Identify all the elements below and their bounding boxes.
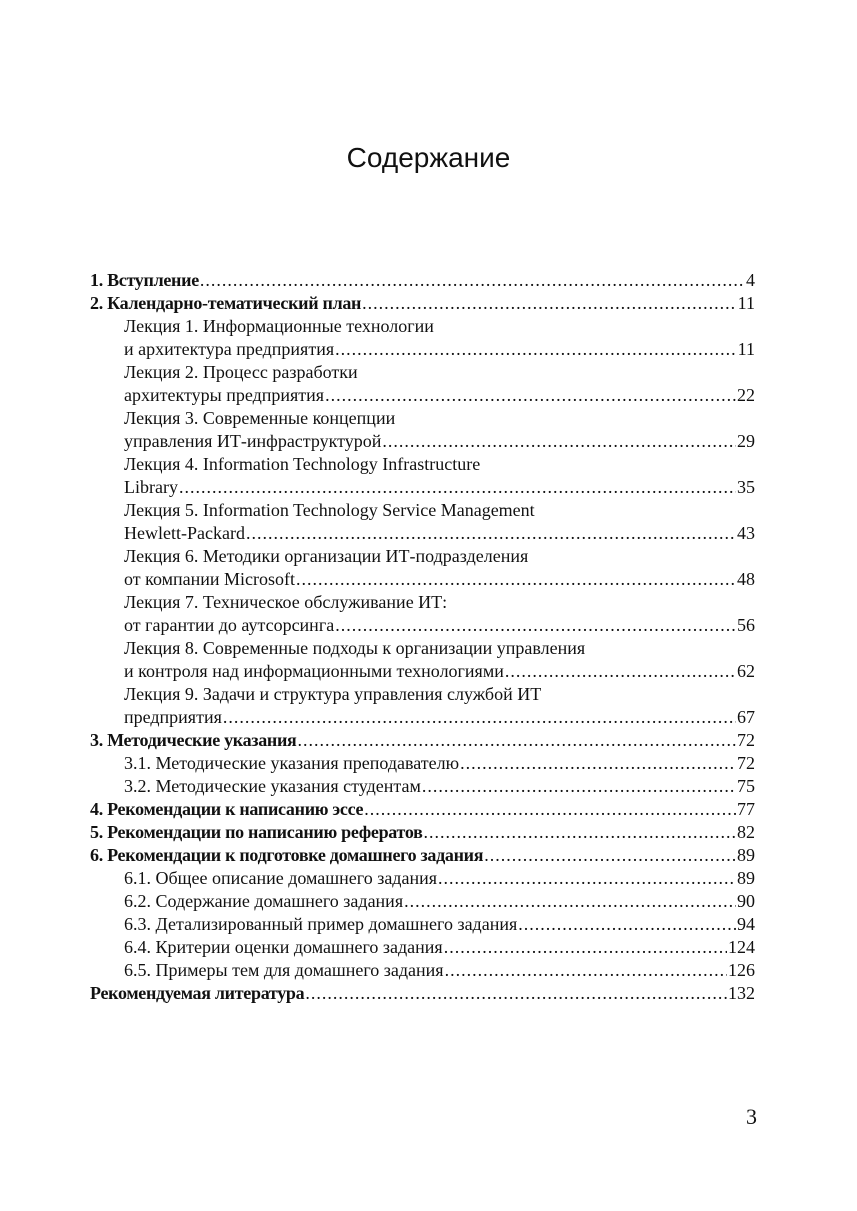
toc-page-number: 67 [737, 707, 755, 727]
toc-page-number: 35 [737, 477, 755, 497]
toc-page-number: 75 [737, 776, 755, 796]
toc-dot-leader [362, 292, 737, 315]
toc-dot-leader [460, 752, 736, 775]
toc-page-number: 77 [737, 799, 755, 819]
toc-dot-leader [422, 775, 736, 798]
toc-entry-text: от компании Microsoft [124, 569, 296, 589]
toc-section[interactable] [90, 982, 755, 1005]
toc-entry-text: и контроля над информационными технологиями [124, 661, 504, 681]
toc-subentry[interactable] [90, 890, 755, 913]
toc-page-number: 56 [737, 615, 755, 635]
toc-page-number: 22 [737, 385, 755, 405]
toc-subentry[interactable] [90, 614, 755, 637]
toc-entry-text: от гарантии до аутсорсинга [124, 615, 335, 635]
toc-dot-leader [382, 430, 736, 453]
toc-entry-text: 6. Рекомендации к подготовке домашнего задания [90, 845, 484, 865]
toc-entry-text: 4. Рекомендации к написанию эссе [90, 799, 364, 819]
toc-entry-text: 6.1. Общее описание домашнего задания [124, 868, 437, 888]
toc-subentry[interactable] [90, 338, 755, 361]
toc-subentry[interactable] [90, 706, 755, 729]
toc-page-number: 124 [728, 937, 755, 957]
toc-page-number: 43 [737, 523, 755, 543]
toc-page-number: 11 [737, 339, 755, 359]
toc-entry-text: 6.2. Содержание домашнего задания [124, 891, 404, 911]
toc-subentry[interactable] [90, 867, 755, 890]
toc-subentry[interactable] [90, 476, 755, 499]
toc-entry-text: Рекомендуемая литература [90, 983, 305, 1003]
toc-dot-leader [296, 568, 736, 591]
toc-subentry[interactable] [90, 568, 755, 591]
toc-entry-text: 3.1. Методические указания преподавателю [124, 753, 460, 773]
page-number: 3 [746, 1104, 757, 1129]
page-title: Содержание [346, 142, 511, 173]
toc-dot-leader [404, 890, 736, 913]
toc-page-number: 48 [737, 569, 755, 589]
toc-entry-title-line: Лекция 2. Процесс разработки [124, 362, 358, 382]
toc-entry-title-line: Лекция 6. Методики организации ИТ-подразделения [124, 546, 529, 566]
toc-entry-text: 6.5. Примеры тем для домашнего задания [124, 960, 444, 980]
toc-dot-leader [179, 476, 736, 499]
toc-dot-leader [223, 706, 736, 729]
toc-section[interactable] [90, 798, 755, 821]
toc-dot-leader [335, 614, 736, 637]
toc-subentry[interactable] [90, 959, 755, 982]
toc-dot-leader [246, 522, 736, 545]
toc-page-number: 11 [737, 293, 755, 313]
toc-subentry[interactable] [90, 775, 755, 798]
toc-page-number: 72 [737, 730, 755, 750]
toc-dot-leader [298, 729, 737, 752]
toc-subentry[interactable] [90, 660, 755, 683]
toc-subentry[interactable] [90, 522, 755, 545]
toc-page-number: 90 [737, 891, 755, 911]
toc-dot-leader [424, 821, 736, 844]
toc-page-number: 62 [737, 661, 755, 681]
toc-page-number: 4 [746, 270, 755, 290]
toc-entry-text: архитектуры предприятия [124, 385, 325, 405]
toc-entry-text: 3. Методические указания [90, 730, 297, 750]
toc-dot-leader [518, 913, 736, 936]
toc-entry-text: Library [124, 477, 178, 497]
toc-entry-text: 6.3. Детализированный пример домашнего задания [124, 914, 518, 934]
toc-entry-title-line: Лекция 3. Современные концепции [124, 408, 396, 428]
table-of-contents [90, 269, 755, 1005]
toc-subentry[interactable] [90, 752, 755, 775]
toc-entry-title-line: Лекция 5. Information Technology Service Management [124, 500, 535, 520]
toc-subentry[interactable] [90, 384, 755, 407]
toc-dot-leader [305, 982, 727, 1005]
toc-page-number: 126 [728, 960, 755, 980]
toc-dot-leader [325, 384, 736, 407]
toc-page-number: 82 [737, 822, 755, 842]
toc-entry-text: предприятия [124, 707, 222, 727]
toc-subentry[interactable] [90, 913, 755, 936]
toc-entry-title-line: Лекция 1. Информационные технологии [124, 316, 434, 336]
toc-dot-leader [438, 867, 736, 890]
toc-entry-text: 3.2. Методические указания студентам [124, 776, 421, 796]
toc-section[interactable] [90, 292, 755, 315]
toc-dot-leader [444, 936, 727, 959]
toc-entry-text: 1. Вступление [90, 270, 199, 290]
toc-section[interactable] [90, 821, 755, 844]
toc-entry-text: 5. Рекомендации по написанию рефератов [90, 822, 423, 842]
toc-dot-leader [484, 844, 736, 867]
toc-page-number: 89 [737, 845, 755, 865]
toc-entry-text: 6.4. Критерии оценки домашнего задания [124, 937, 443, 957]
toc-dot-leader [364, 798, 736, 821]
toc-subentry[interactable] [90, 936, 755, 959]
toc-page-number: 89 [737, 868, 755, 888]
toc-entry-title-line: Лекция 9. Задачи и структура управления службой ИТ [124, 684, 542, 704]
toc-dot-leader [505, 660, 736, 683]
toc-dot-leader [335, 338, 737, 361]
toc-entry-title-line: Лекция 8. Современные подходы к организации управления [124, 638, 586, 658]
toc-dot-leader [445, 959, 727, 982]
toc-section[interactable] [90, 269, 755, 292]
toc-dot-leader [200, 269, 745, 292]
toc-entry-title-line: Лекция 4. Information Technology Infrastructure [124, 454, 481, 474]
toc-subentry[interactable] [90, 430, 755, 453]
toc-entry-text: 2. Календарно-тематический план [90, 293, 362, 313]
toc-entry-text: управления ИТ-инфраструктурой [124, 431, 382, 451]
toc-entry-text: и архитектура предприятия [124, 339, 335, 359]
toc-page-number: 29 [737, 431, 755, 451]
toc-section[interactable] [90, 844, 755, 867]
toc-entry-title-line: Лекция 7. Техническое обслуживание ИТ: [124, 592, 448, 612]
toc-page-number: 72 [737, 753, 755, 773]
toc-entry-text: Hewlett-Packard [124, 523, 245, 543]
toc-section[interactable] [90, 729, 755, 752]
toc-page-number: 132 [728, 983, 755, 1003]
toc-page-number: 94 [737, 914, 755, 934]
